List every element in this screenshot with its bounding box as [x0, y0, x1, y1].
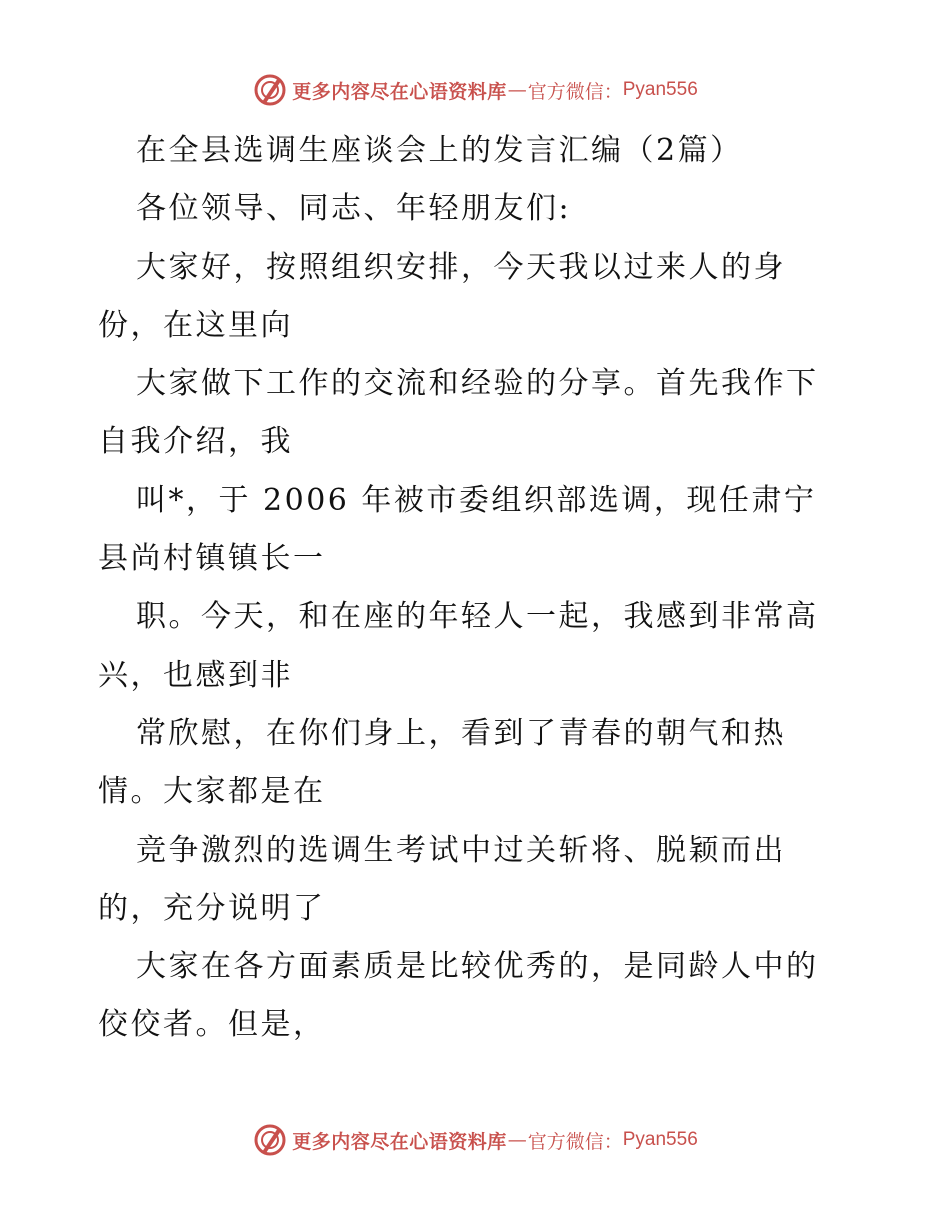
text-line: 大家在各方面素质是比较优秀的，是同龄人中的 — [136, 949, 819, 985]
quill-logo-icon — [252, 72, 288, 108]
banner-dash: — — [507, 79, 527, 101]
document-body — [98, 122, 878, 1055]
text-line: 的，充分说明了 — [98, 890, 326, 926]
document-title: 在全县选调生座谈会上的发言汇编（2篇） — [136, 133, 743, 168]
text-line: 兴，也感到非 — [98, 657, 293, 693]
banner-wechat-label: 官方微信： — [527, 1130, 623, 1153]
banner-brand: 更多内容尽在心语资料库 — [292, 80, 507, 103]
text-line: 自我介绍，我 — [98, 424, 293, 460]
text-line: 情。大家都是在 — [98, 774, 326, 810]
text-line: 大家好，按照组织安排，今天我以过来人的身 — [136, 249, 786, 285]
header-banner — [0, 70, 950, 110]
banner-dash: — — [507, 1129, 527, 1151]
quill-logo-icon — [252, 1122, 288, 1158]
banner-brand: 更多内容尽在心语资料库 — [292, 1130, 507, 1153]
footer-banner — [0, 1120, 950, 1160]
text-line: 各位领导、同志、年轻朋友们: — [136, 191, 572, 227]
banner-wechat-label: 官方微信： — [527, 80, 623, 103]
text-line: 叫*，于 2006 年被市委组织部选调，现任肃宁 — [136, 482, 817, 518]
text-line: 常欣慰，在你们身上，看到了青春的朝气和热 — [136, 715, 786, 751]
text-line: 佼佼者。但是， — [98, 1007, 326, 1043]
text-line: 大家做下工作的交流和经验的分享。首先我作下 — [136, 366, 819, 402]
text-line: 县尚村镇镇长一 — [98, 541, 326, 577]
banner-wechat-id: Pyan556 — [622, 79, 698, 100]
banner-wechat-id: Pyan556 — [622, 1129, 698, 1150]
text-line: 竞争激烈的选调生考试中过关斩将、脱颖而出 — [136, 832, 786, 868]
text-line: 职。今天，和在座的年轻人一起，我感到非常高 — [136, 599, 819, 635]
text-line: 份，在这里向 — [98, 307, 293, 343]
